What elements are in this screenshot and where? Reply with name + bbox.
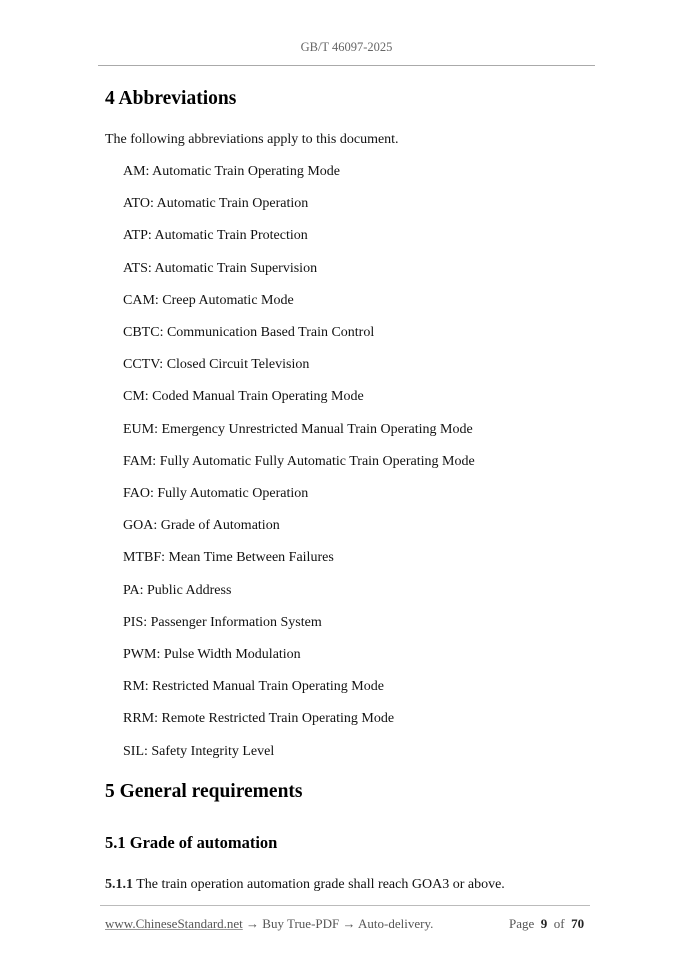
abbreviation-item: CBTC: Communication Based Train Control [123, 325, 375, 340]
abbreviation-item: MTBF: Mean Time Between Failures [123, 550, 334, 566]
header-divider [98, 65, 595, 66]
abbreviation-item: PIS: Passenger Information System [123, 614, 322, 630]
website-link[interactable]: www.ChineseStandard.net [105, 916, 243, 931]
section-4-intro: The following abbreviations apply to this document. [105, 132, 399, 147]
abbreviation-item: RRM: Remote Restricted Train Operating Mode [123, 711, 395, 727]
abbreviation-item: RM: Restricted Manual Train Operating Mode [123, 679, 384, 695]
abbreviation-item: SIL: Safety Integrity Level [123, 743, 275, 759]
abbreviation-item: CM: Coded Manual Train Operating Mode [123, 389, 364, 405]
footer-tail: → Buy True-PDF → Auto-delivery. [242, 916, 434, 931]
abbreviation-item: FAO: Fully Automatic Operation [123, 486, 309, 501]
abbreviation-item: ATS: Automatic Train Supervision [123, 260, 318, 276]
abbreviation-item: ATP: Automatic Train Protection [123, 228, 308, 244]
abbreviation-item: CAM: Creep Automatic Mode [123, 292, 294, 308]
footer-divider [100, 905, 590, 906]
abbreviation-item: GOA: Grade of Automation [123, 518, 280, 534]
document-id-header: GB/T 46097-2025 [300, 40, 393, 54]
clause-text: The train operation automation grade shall reach GOA3 or above. [133, 877, 505, 892]
clause-5-1-1 [105, 877, 505, 893]
abbreviation-item: ATO: Automatic Train Operation [123, 196, 309, 212]
footer-promo [105, 916, 433, 932]
abbreviation-item: FAM: Fully Automatic Fully Automatic Train Operating Mode [123, 453, 475, 469]
abbreviation-item: PA: Public Address [123, 582, 232, 598]
abbreviation-item: PWM: Pulse Width Modulation [123, 647, 301, 662]
abbreviation-item: CCTV: Closed Circuit Television [123, 357, 310, 373]
abbreviation-item: AM: Automatic Train Operating Mode [123, 164, 340, 179]
abbreviation-item: EUM: Emergency Unrestricted Manual Train Operating Mode [123, 421, 473, 437]
section-5-1-title: 5.1 Grade of automation [105, 833, 278, 852]
section-5-title: 5 General requirements [105, 781, 303, 802]
clause-number: 5.1.1 [105, 877, 133, 892]
page-indicator: Page 9 of 70 [509, 916, 585, 931]
section-4-title: 4 Abbreviations [105, 88, 237, 109]
